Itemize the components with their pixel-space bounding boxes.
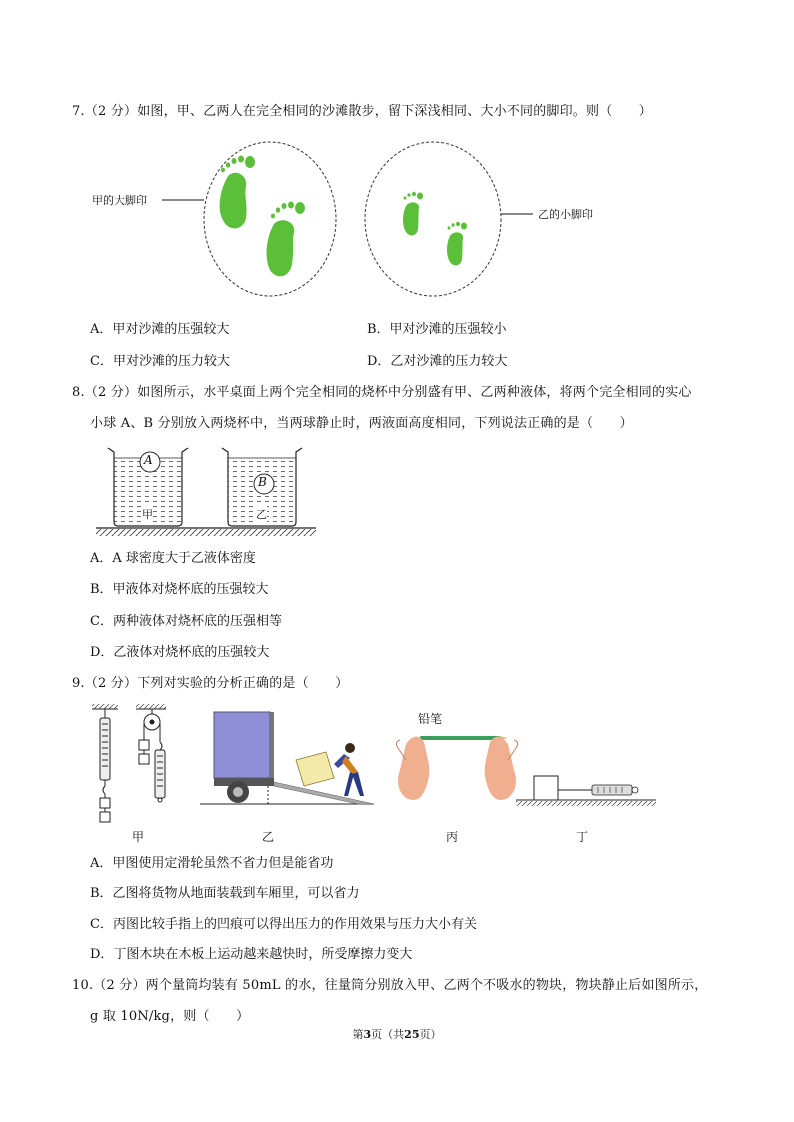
small-footprint-icon: [403, 192, 423, 236]
small-footprint-icon: [447, 222, 467, 266]
big-footprint-icon: [220, 156, 255, 229]
q10-stem-line2: g 取 10N/kg，则（ ）: [90, 1009, 250, 1024]
fig-label-jia: 甲: [132, 830, 145, 844]
small-footprint-circle: [365, 142, 501, 296]
footer-prefix: 第: [352, 1028, 364, 1041]
q8-option-b: B．甲液体对烧杯底的压强较大: [90, 582, 269, 597]
fig-label-bing: 丙: [446, 830, 459, 844]
q9-option-c: C．丙图比较手指上的凹痕可以得出压力的作用效果与压力大小有关: [90, 917, 477, 932]
small-footprint-label: 乙的小脚印: [538, 208, 593, 221]
pencil-label: 铅笔: [418, 712, 443, 726]
liquid-right-label: 乙: [256, 508, 267, 521]
q7-option-b: B．甲对沙滩的压强较小: [367, 322, 507, 337]
q8-option-c: C．两种液体对烧杯底的压强相等: [90, 614, 282, 629]
q10-stem-line1: 10.（2 分）两个量筒均装有 50mL 的水，往量筒分别放入甲、乙两个不吸水的物块，物块静止后如图所示，: [72, 978, 708, 993]
q9-stem: 9.（2 分）下列对实验的分析正确的是（ ）: [72, 676, 349, 691]
ball-a-label: A: [144, 453, 153, 467]
footer-middle: 页（共: [371, 1028, 405, 1041]
pulley-experiment: [92, 704, 166, 822]
q9-option-b: B．乙图将货物从地面装载到车厢里，可以省力: [90, 886, 360, 901]
q7-option-a: A．甲对沙滩的压强较大: [90, 322, 230, 337]
q9-option-a: A．甲图使用定滑轮虽然不省力但是能省功: [90, 856, 334, 871]
q7-option-d: D．乙对沙滩的压力较大: [367, 354, 508, 369]
block-friction-experiment: [516, 776, 656, 806]
q7-figure: [88, 138, 628, 308]
q7-option-c: C．甲对沙滩的压力较大: [90, 354, 230, 369]
q8-figure: [96, 444, 316, 538]
fig-label-ding: 丁: [576, 830, 589, 844]
page-number: 3: [363, 1028, 372, 1041]
q9-option-d: D．丁图木块在木板上运动越来越快时，所受摩擦力变大: [90, 947, 413, 962]
total-pages: 25: [404, 1028, 420, 1041]
q8-stem-line1: 8.（2 分）如图所示，水平桌面上两个完全相同的烧杯中分别盛有甲、乙两种液体，将两个完全相同的实心: [72, 385, 692, 400]
big-footprint-label: 甲的大脚印: [92, 194, 147, 207]
q8-stem-line2: 小球 A、B 分别放入两烧杯中，当两球静止时，两液面高度相同，下列说法正确的是（ ）: [90, 416, 633, 431]
hands-pencil-experiment: [396, 736, 517, 800]
big-footprint-icon: [267, 202, 305, 277]
ball-b-label: B: [258, 475, 267, 489]
q8-option-a: A．A 球密度大于乙液体密度: [90, 551, 256, 566]
q7-stem: 7.（2 分）如图，甲、乙两人在完全相同的沙滩散步，留下深浅相同、大小不同的脚印。则（ ）: [72, 104, 653, 119]
page-footer: [0, 1026, 794, 1042]
q8-option-d: D．乙液体对烧杯底的压强较大: [90, 645, 270, 660]
q9-figure: [88, 700, 662, 848]
liquid-left-label: 甲: [142, 508, 153, 521]
footer-suffix: 页）: [419, 1028, 442, 1041]
fig-label-yi: 乙: [262, 830, 275, 844]
truck-ramp-experiment: [200, 712, 374, 804]
